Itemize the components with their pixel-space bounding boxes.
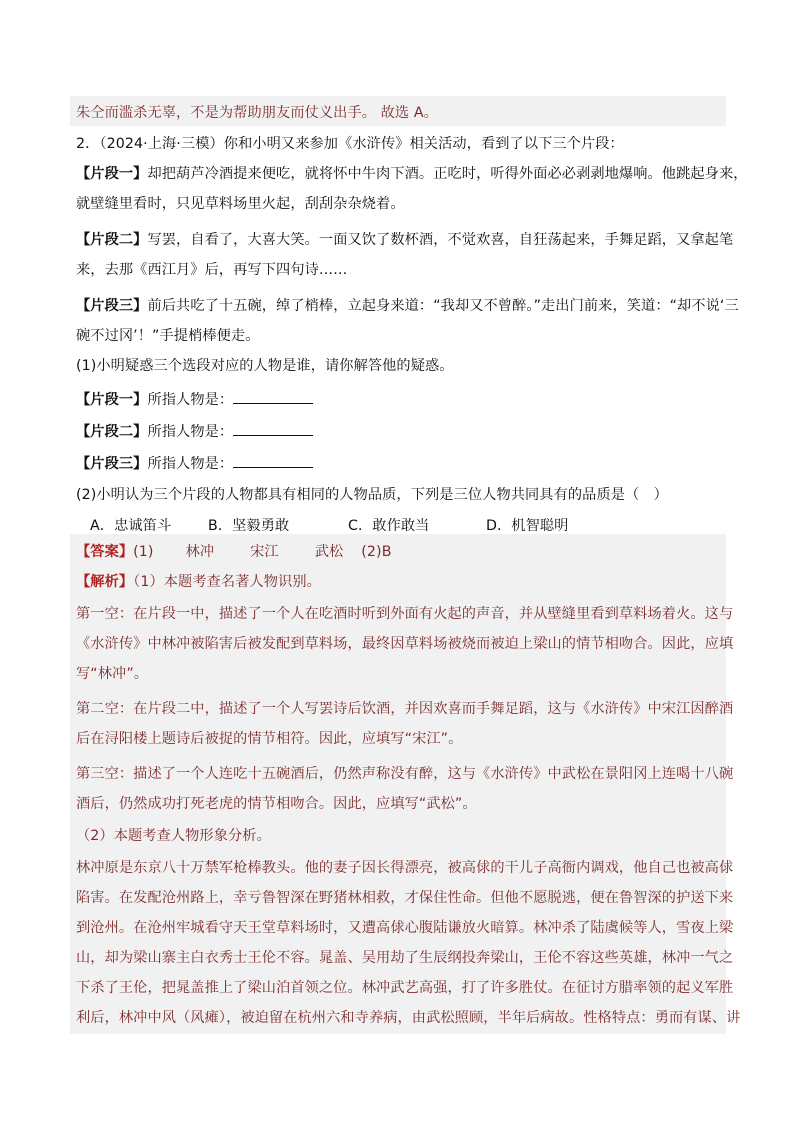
- lin-chong-l3: 到沧州。在沧州牢城看守天王堂草料场时，又遭高俅心腹陆谦放火暗算。林冲杀了陆虞候等人，雪夜上梁: [76, 920, 734, 936]
- option-a[interactable]: A．忠诚笛斗: [90, 518, 172, 534]
- blank-1-label: 【片段一】: [76, 392, 148, 408]
- options-row: [90, 516, 750, 536]
- fragment-2-label: 【片段二】: [76, 232, 148, 248]
- blank-row-3: [76, 453, 736, 474]
- prev-answer-tail: 朱仝而滥杀无辜，不是为帮助朋友而仗义出手。 故选 A。: [76, 105, 438, 121]
- blank-2-label: 【片段二】: [76, 424, 148, 440]
- analysis-p2-l2: 后在浔阳楼上题诗后被捉的情节相符。因此，应填写“宋江”。: [76, 731, 463, 747]
- fragment-1-line-1: [76, 164, 748, 184]
- answer-row: [76, 542, 736, 562]
- blank-3-label: 【片段三】: [76, 456, 148, 472]
- lin-chong-l1: 林冲原是东京八十万禁军枪棒教头。他的妻子因长得漂亮，被高俅的干儿子高衙内调戏，他自己也被高俅: [76, 860, 734, 876]
- option-b[interactable]: B．坚毅勇敢: [208, 518, 290, 534]
- analysis-p1-l3: 写“林冲”。: [76, 666, 149, 682]
- sub-question-1: (1)小明疑惑三个选段对应的人物是谁，请你解答他的疑惑。: [76, 358, 454, 374]
- blank-2-text: 所指人物是：: [147, 424, 234, 440]
- blank-row-1: [76, 389, 736, 410]
- analysis-intro-row: [76, 572, 736, 592]
- option-c[interactable]: C．敢作敢当: [348, 518, 430, 534]
- analysis-p3-l2: 酒后，仍然成功打死老虎的情节相吻合。因此，应填写“武松”。: [76, 796, 477, 812]
- blank-row-2: [76, 421, 736, 442]
- blank-1-text: 所指人物是：: [147, 392, 234, 408]
- fragment-2-text-1: 写罢，自看了，大喜大笑。一面又饮了数杯酒，不觉欢喜，自狂荡起来，手舞足蹈，又拿起笔: [147, 232, 734, 248]
- analysis-p1-l1: 第一空：在片段一中，描述了一个人在吃酒时听到外面有火起的声音，并从壁缝里看到草料场着火。这与: [76, 606, 734, 622]
- fragment-1-line-2: 就壁缝里看时，只见草料场里火起，刮刮杂杂烧着。: [76, 196, 405, 212]
- blank-1-line[interactable]: [233, 389, 313, 404]
- analysis-intro: （1）本题考查名著人物识别。: [133, 574, 321, 590]
- question-stem-text: 你和小明又来参加《水浒传》相关活动，看到了以下三个片段：: [223, 136, 624, 152]
- question-source: （2024·上海·三模）: [99, 136, 224, 152]
- fragment-3-line-1: [76, 296, 739, 316]
- analysis-p1-l2: 《水浒传》中林冲被陷害后被发配到草料场，最终因草料场被烧而被迫上梁山的情节相吻合。因此，应填: [76, 636, 734, 652]
- analysis-p3-l1: 第三空：描述了一个人连吃十五碗酒后，仍然声称没有醉，这与《水浒传》中武松在景阳冈上连喝十八碗: [76, 766, 734, 782]
- blank-3-text: 所指人物是：: [147, 456, 234, 472]
- lin-chong-l6: 利后，林冲中风（风瘫），被迫留在杭州六和寺养病，由武松照顾，半年后病故。性格特点：勇而有谋、讲: [76, 1010, 741, 1026]
- fragment-3-line-2: 碗不过冈’！”手提梢棒便走。: [76, 328, 260, 344]
- blank-2-line[interactable]: [233, 421, 313, 436]
- answer-part1: (1): [133, 544, 154, 560]
- lin-chong-l4: 山，却为梁山寨主白衣秀士王伦不容。晁盖、吴用劫了生辰纲投奔梁山，王伦不容这些英雄，林冲一气之: [76, 950, 734, 966]
- answer-name-3: 武松: [314, 544, 344, 560]
- fragment-1-text-1: 却把葫芦冷酒提来便吃，就将怀中牛肉下酒。正吃时，听得外面必必剥剥地爆响。他跳起身来，: [147, 166, 748, 182]
- question-stem: [76, 134, 736, 154]
- fragment-3-text-1: 前后共吃了十五碗，绰了梢棒，立起身来道：“我却又不曾醉。”走出门前来，笑道：“却不说‘三: [147, 298, 739, 314]
- analysis-intro-2: （2）本题考查人物形象分析。: [76, 828, 271, 844]
- analysis-label: 【解析】: [76, 574, 134, 590]
- sub-question-2: (2)小明认为三个片段的人物都具有相同的人物品质，下列是三位人物共同具有的品质是（ ）: [76, 487, 668, 503]
- question-number: 2．: [76, 136, 100, 152]
- answer-label: 【答案】: [76, 544, 134, 560]
- fragment-2-line-2: 来，去那《西江月》后，再写下四句诗……: [76, 262, 348, 278]
- answer-name-1: 林冲: [185, 544, 215, 560]
- answer-part2: (2)B: [361, 544, 392, 560]
- lin-chong-l2: 陷害。在发配沧州路上，幸亏鲁智深在野猪林相救，才保住性命。但他不愿脱逃，便在鲁智深的护送下来: [76, 890, 734, 906]
- option-d[interactable]: D．机智聪明: [486, 518, 569, 534]
- analysis-p2-l1: 第二空：在片段二中，描述了一个人写罢诗后饮酒，并因欢喜而手舞足蹈，这与《水浒传》中宋江因醉酒: [76, 701, 734, 717]
- fragment-3-label: 【片段三】: [76, 298, 148, 314]
- lin-chong-l5: 下杀了王伦，把晁盖推上了梁山泊首领之位。林冲武艺高强，打了许多胜仗。在征讨方腊率领的起义军胜: [76, 980, 734, 996]
- answer-name-2: 宋江: [250, 544, 279, 560]
- fragment-2-line-1: [76, 230, 736, 250]
- fragment-1-label: 【片段一】: [76, 166, 148, 182]
- blank-3-line[interactable]: [233, 453, 313, 468]
